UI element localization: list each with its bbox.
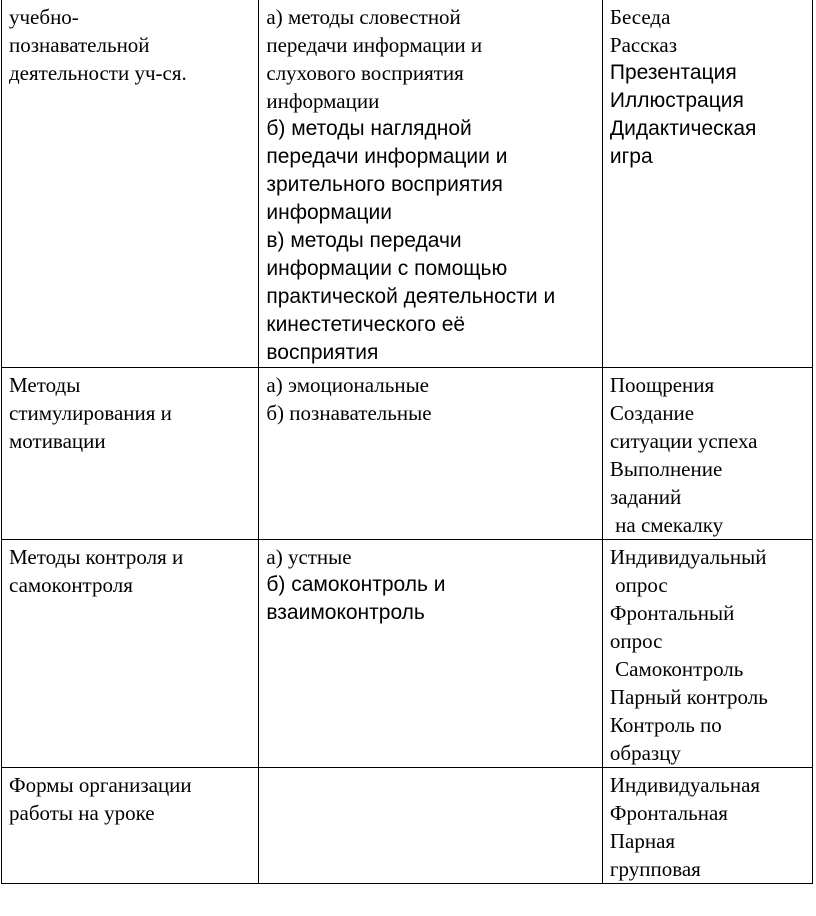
cell-line: ситуации успеха: [609, 429, 758, 453]
cell-line: Парный контроль: [609, 685, 768, 709]
cell-line: кинестетического её: [266, 313, 466, 336]
cell-line: передачи информации и: [266, 145, 508, 168]
method-group-cell: [2, 540, 259, 768]
cell-line: б) методы наглядной: [266, 117, 472, 140]
cell-line: в) методы передачи: [266, 229, 462, 252]
cell-line: опрос: [609, 629, 663, 653]
method-group-cell: [2, 768, 259, 884]
cell-line: Создание: [609, 401, 695, 425]
method-examples-cell: [602, 0, 812, 368]
table-row-organization: [2, 768, 813, 884]
cell-line: б) самоконтроль и: [266, 573, 446, 596]
table-row-control: [2, 540, 813, 768]
cell-line: Поощрения: [609, 373, 715, 397]
method-types-cell: [259, 368, 603, 540]
cell-line: передачи информации и: [266, 33, 483, 57]
method-examples-cell: [602, 540, 812, 768]
cell-line: слухового восприятия: [266, 61, 464, 85]
cell-line: а) методы словестной: [266, 5, 461, 29]
cell-line: опрос: [609, 573, 668, 597]
cell-line: а) устные: [266, 545, 352, 569]
cell-line: информации: [266, 89, 380, 113]
method-examples-cell: [602, 368, 812, 540]
cell-line: Дидактическая: [609, 117, 757, 140]
table-row-motivation: [2, 368, 813, 540]
cell-line: учебно-: [9, 5, 79, 29]
cell-line: а) эмоциональные: [266, 373, 430, 397]
cell-line: Методы: [9, 373, 81, 397]
cell-line: игра: [609, 145, 653, 168]
cell-line: зрительного восприятия: [266, 173, 503, 196]
method-group-cell: [2, 0, 259, 368]
cell-line: Индивидуальный: [609, 545, 767, 569]
method-group-cell: [2, 368, 259, 540]
cell-line: Выполнение: [609, 457, 723, 481]
cell-line: групповая: [609, 857, 701, 881]
cell-line: заданий: [609, 485, 682, 509]
cell-line: информации: [266, 201, 392, 224]
method-types-cell: [259, 768, 603, 884]
cell-line: познавательной: [9, 33, 150, 57]
cell-line: Контроль по: [609, 713, 722, 737]
cell-line: Формы организации: [9, 773, 192, 797]
method-types-cell: [259, 0, 603, 368]
methods-table: [1, 0, 813, 884]
cell-line: Методы контроля и: [9, 545, 184, 569]
cell-line: информации с помощью: [266, 257, 508, 280]
cell-line: практической деятельности и: [266, 285, 556, 308]
cell-line: б) познавательные: [266, 401, 432, 425]
cell-line: Беседа: [609, 5, 671, 29]
cell-line: восприятия: [266, 341, 379, 364]
cell-line: Иллюстрация: [609, 89, 744, 112]
cell-line: Индивидуальная: [609, 773, 761, 797]
cell-line: деятельности уч-ся.: [9, 61, 187, 85]
method-types-cell: [259, 540, 603, 768]
cell-line: работы на уроке: [9, 801, 155, 825]
method-examples-cell: [602, 768, 812, 884]
cell-line: Фронтальная: [609, 801, 728, 825]
cell-line: на смекалку: [609, 513, 724, 537]
cell-line: Фронтальный: [609, 601, 735, 625]
cell-line: взаимоконтроль: [266, 601, 425, 624]
cell-line: мотивации: [9, 429, 106, 453]
cell-line: самоконтроля: [9, 573, 133, 597]
cell-line: стимулирования и: [9, 401, 172, 425]
table-row-cognitive: [2, 0, 813, 368]
cell-line: Рассказ: [609, 33, 678, 57]
cell-line: Самоконтроль: [609, 657, 744, 681]
cell-line: образцу: [609, 741, 681, 765]
cell-line: Парная: [609, 829, 676, 853]
cell-line: Презентация: [609, 61, 737, 84]
